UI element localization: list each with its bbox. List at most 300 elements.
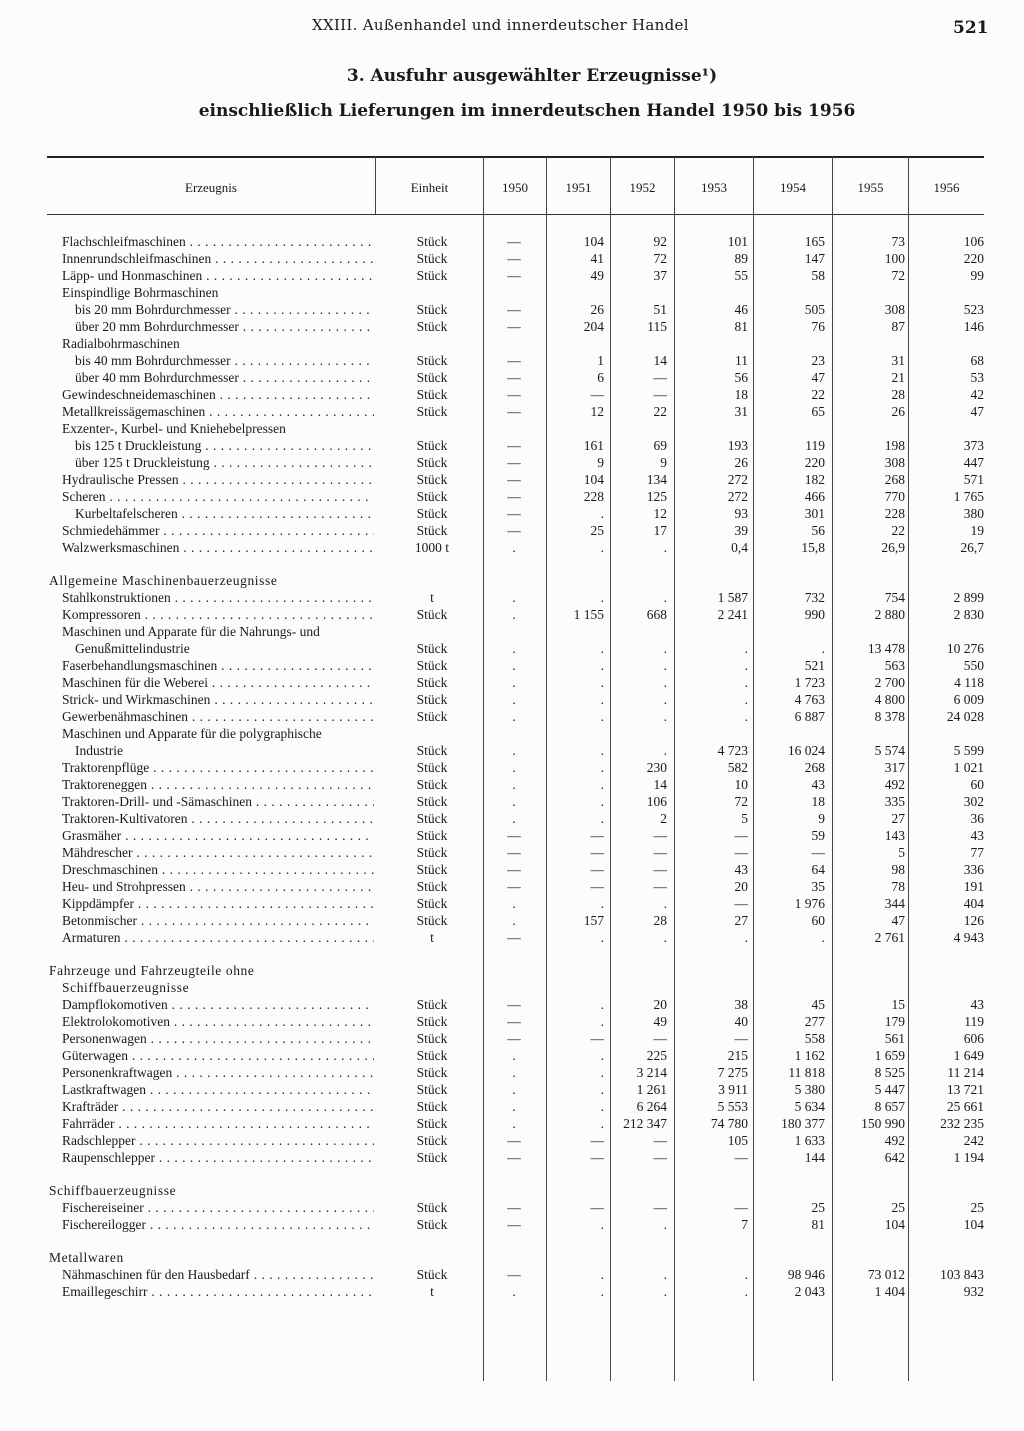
row-value: 15,8	[801, 540, 825, 555]
row-value: —	[590, 862, 604, 877]
row-value: —	[507, 302, 521, 317]
header-year: 1956	[933, 180, 960, 195]
row-value: 242	[963, 1133, 984, 1148]
row-value: 39	[734, 523, 748, 538]
row-value: .	[512, 1065, 516, 1080]
row-value: 220	[804, 455, 825, 470]
row-value: —	[734, 845, 748, 860]
row-unit: Stück	[416, 523, 448, 538]
row-value: 31	[734, 404, 748, 419]
row-label: Traktoreneggen . . .	[62, 776, 374, 793]
row-value: 1 194	[953, 1150, 984, 1165]
row-value: 466	[804, 489, 825, 504]
row-unit: Stück	[416, 472, 448, 487]
row-value: 23	[811, 353, 825, 368]
row-value: 51	[653, 302, 667, 317]
row-value: 59	[811, 828, 825, 843]
section-heading: Fahrzeuge und Fahrzeugteile ohne	[49, 963, 255, 978]
table-row	[0, 1182, 1024, 1199]
row-label: Dreschmaschinen . . .	[62, 861, 374, 878]
row-value: 43	[970, 828, 984, 843]
row-value: 45	[811, 997, 825, 1012]
row-value: 11 214	[947, 1065, 984, 1080]
row-value: —	[590, 1031, 604, 1046]
row-value: —	[507, 353, 521, 368]
row-value: —	[507, 1014, 521, 1029]
table-row	[0, 1098, 1024, 1115]
row-value: —	[507, 489, 521, 504]
row-value: .	[663, 590, 667, 605]
row-value: 521	[804, 658, 825, 673]
row-unit: Stück	[416, 1082, 448, 1097]
row-value: 317	[884, 760, 905, 775]
row-value: 302	[963, 794, 984, 809]
row-value: .	[512, 777, 516, 792]
row-value: .	[512, 709, 516, 724]
row-value: —	[734, 1031, 748, 1046]
row-unit: Stück	[416, 302, 448, 317]
row-value: 74 780	[710, 1116, 748, 1131]
header-year: 1951	[565, 180, 592, 195]
row-value: .	[600, 777, 604, 792]
row-value: 143	[884, 828, 905, 843]
row-value: —	[653, 862, 667, 877]
row-value: 180 377	[781, 1116, 825, 1131]
row-value: 72	[891, 268, 905, 283]
row-label: Fischereilogger . . .	[62, 1216, 374, 1233]
row-value: 134	[646, 472, 667, 487]
row-value: —	[653, 387, 667, 402]
row-value: 157	[583, 913, 604, 928]
table-row	[0, 1266, 1024, 1283]
row-value: 119	[805, 438, 825, 453]
row-value: —	[653, 879, 667, 894]
table-row	[0, 572, 1024, 589]
row-label: Faserbehandlungsmaschinen . . .	[62, 657, 374, 674]
row-value: 11	[735, 353, 748, 368]
row-label: Kippdämpfer . . .	[62, 895, 374, 912]
row-value: 754	[884, 590, 905, 605]
row-value: 43	[811, 777, 825, 792]
row-value: .	[663, 540, 667, 555]
row-value: 13 721	[946, 1082, 984, 1097]
row-value: 72	[653, 251, 667, 266]
row-unit: Stück	[416, 1116, 448, 1131]
row-unit: Stück	[416, 1048, 448, 1063]
row-label: Maschinen für die Weberei . . .	[62, 674, 374, 691]
table-row	[0, 250, 1024, 267]
row-value: .	[600, 896, 604, 911]
row-value: 1	[597, 353, 604, 368]
row-value: .	[512, 1284, 516, 1299]
row-value: 81	[734, 319, 748, 334]
row-value: .	[600, 1065, 604, 1080]
row-value: —	[734, 896, 748, 911]
row-value: 523	[963, 302, 984, 317]
row-label: bis 125 t Druckleistung . . .	[75, 437, 374, 454]
row-value: .	[600, 1284, 604, 1299]
row-value: —	[507, 319, 521, 334]
row-value: —	[734, 1150, 748, 1165]
table-row	[0, 691, 1024, 708]
row-value: 46	[734, 302, 748, 317]
row-value: 1 587	[717, 590, 748, 605]
row-label: Fischereiseiner . . .	[62, 1199, 374, 1216]
row-value: .	[663, 641, 667, 656]
row-value: —	[507, 438, 521, 453]
table-row	[0, 895, 1024, 912]
row-value: 25	[590, 523, 604, 538]
table-row	[0, 640, 1024, 657]
row-value: 16 024	[787, 743, 825, 758]
row-value: 308	[884, 302, 905, 317]
row-label: Raupenschlepper . . .	[62, 1149, 374, 1166]
row-value: .	[512, 794, 516, 809]
row-label: Scheren . . .	[62, 488, 374, 505]
row-label: Radialbohrmaschinen	[62, 336, 180, 351]
row-label: Fahrräder . . .	[62, 1115, 374, 1132]
row-unit: Stück	[416, 1031, 448, 1046]
header-year: 1950	[502, 180, 528, 195]
row-unit: Stück	[416, 1065, 448, 1080]
row-value: 3 214	[636, 1065, 667, 1080]
row-value: .	[600, 930, 604, 945]
row-value: —	[507, 845, 521, 860]
row-value: 8 657	[874, 1099, 905, 1114]
row-value: 179	[884, 1014, 905, 1029]
row-value: 1 155	[573, 607, 604, 622]
table-row	[0, 1132, 1024, 1149]
row-label: über 20 mm Bohrdurchmesser . . .	[75, 318, 374, 335]
row-label: Gewindeschneidemaschinen . . .	[62, 386, 374, 403]
row-unit: Stück	[416, 675, 448, 690]
row-value: 335	[884, 794, 905, 809]
table-row	[0, 827, 1024, 844]
row-value: —	[653, 1150, 667, 1165]
row-value: .	[663, 1267, 667, 1282]
row-value: .	[512, 675, 516, 690]
row-value: 5 553	[717, 1099, 748, 1114]
row-value: 26	[891, 404, 905, 419]
row-value: .	[512, 658, 516, 673]
row-value: .	[512, 896, 516, 911]
row-value: 268	[884, 472, 905, 487]
row-unit: Stück	[416, 404, 448, 419]
row-value: 99	[970, 268, 984, 283]
table-body	[0, 233, 1024, 1300]
row-value: 492	[884, 1133, 905, 1148]
row-value: —	[507, 1200, 521, 1215]
row-value: 40	[734, 1014, 748, 1029]
row-value: —	[507, 879, 521, 894]
table-row	[0, 1216, 1024, 1233]
row-value: .	[663, 743, 667, 758]
row-value: 65	[811, 404, 825, 419]
row-value: 932	[963, 1284, 984, 1299]
page-number: 521	[953, 18, 989, 38]
row-label: Schmiedehämmer . . .	[62, 522, 374, 539]
row-value: 6 264	[636, 1099, 667, 1114]
table-row	[0, 352, 1024, 369]
row-value: 27	[734, 913, 748, 928]
table-row	[0, 318, 1024, 335]
row-unit: Stück	[416, 641, 448, 656]
row-unit: Stück	[416, 319, 448, 334]
row-value: 77	[970, 845, 984, 860]
row-label: Mähdrescher . . .	[62, 844, 374, 861]
row-unit: Stück	[416, 506, 448, 521]
row-value: 232 235	[940, 1116, 984, 1131]
row-value: —	[653, 1133, 667, 1148]
row-value: —	[507, 523, 521, 538]
row-label: Einspindlige Bohrmaschinen	[62, 285, 219, 300]
row-label: Betonmischer . . .	[62, 912, 374, 929]
table-row	[0, 979, 1024, 996]
row-value: .	[744, 675, 748, 690]
row-value: 104	[963, 1217, 984, 1232]
table-row	[0, 233, 1024, 250]
row-unit: Stück	[416, 709, 448, 724]
section-heading: Schiffbauerzeugnisse	[49, 1183, 177, 1198]
row-spacer	[0, 1233, 1024, 1249]
row-label: Stahlkonstruktionen . . .	[62, 589, 374, 606]
row-unit: Stück	[416, 268, 448, 283]
row-value: 2	[660, 811, 667, 826]
row-value: 228	[583, 489, 604, 504]
row-value: 4 800	[874, 692, 905, 707]
row-value: .	[600, 1082, 604, 1097]
row-value: 6 009	[953, 692, 984, 707]
row-value: 22	[653, 404, 667, 419]
row-value: 1 404	[874, 1284, 905, 1299]
row-value: 770	[884, 489, 905, 504]
row-value: .	[600, 641, 604, 656]
section-heading: Schiffbauerzeugnisse	[62, 980, 190, 995]
row-value: 5 380	[794, 1082, 825, 1097]
row-value: —	[507, 1150, 521, 1165]
row-value: 571	[963, 472, 984, 487]
row-value: .	[512, 590, 516, 605]
row-value: 1 633	[794, 1133, 825, 1148]
row-value: .	[663, 658, 667, 673]
row-value: 561	[884, 1031, 905, 1046]
row-value: 1 021	[953, 760, 984, 775]
row-value: 98 946	[787, 1267, 825, 1282]
row-value: .	[600, 692, 604, 707]
row-value: 10	[734, 777, 748, 792]
row-value: .	[744, 1284, 748, 1299]
row-value: —	[653, 828, 667, 843]
row-value: .	[663, 1217, 667, 1232]
row-label: Heu- und Strohpressen . . .	[62, 878, 374, 895]
row-value: 1 723	[794, 675, 825, 690]
row-label: Dampflokomotiven . . .	[62, 996, 374, 1013]
row-value: 277	[804, 1014, 825, 1029]
row-value: .	[744, 709, 748, 724]
row-unit: Stück	[416, 794, 448, 809]
row-value: 20	[734, 879, 748, 894]
row-unit: Stück	[416, 845, 448, 860]
row-unit: Stück	[416, 438, 448, 453]
row-value: 68	[970, 353, 984, 368]
row-value: 990	[804, 607, 825, 622]
row-value: 5	[898, 845, 905, 860]
row-value: 25	[970, 1200, 984, 1215]
row-value: 36	[970, 811, 984, 826]
row-spacer	[0, 556, 1024, 572]
row-value: 17	[653, 523, 667, 538]
row-value: .	[600, 1116, 604, 1131]
row-value: 642	[884, 1150, 905, 1165]
row-unit: Stück	[416, 828, 448, 843]
row-value: 6 887	[794, 709, 825, 724]
row-value: 64	[811, 862, 825, 877]
row-value: .	[512, 641, 516, 656]
row-value: 104	[583, 234, 604, 249]
row-unit: Stück	[416, 1150, 448, 1165]
section-heading: Allgemeine Maschinenbauerzeugnisse	[49, 573, 278, 588]
row-value: 563	[884, 658, 905, 673]
row-unit: Stück	[416, 913, 448, 928]
table-row	[0, 335, 1024, 352]
row-value: 47	[811, 370, 825, 385]
row-unit: Stück	[416, 387, 448, 402]
row-label: Güterwagen . . .	[62, 1047, 374, 1064]
row-value: 505	[804, 302, 825, 317]
row-value: 732	[804, 590, 825, 605]
row-label: Armaturen . . .	[62, 929, 374, 946]
row-value: 268	[804, 760, 825, 775]
row-value: —	[653, 370, 667, 385]
table-row	[0, 742, 1024, 759]
table-row	[0, 369, 1024, 386]
row-value: .	[744, 641, 748, 656]
row-value: 72	[734, 794, 748, 809]
row-value: 5	[741, 811, 748, 826]
row-value: —	[507, 387, 521, 402]
row-value: 125	[646, 489, 667, 504]
row-value: .	[663, 1284, 667, 1299]
row-label: Strick- und Wirkmaschinen . . .	[62, 691, 374, 708]
table-row	[0, 844, 1024, 861]
row-value: 12	[590, 404, 604, 419]
table-row	[0, 962, 1024, 979]
row-unit: Stück	[416, 997, 448, 1012]
row-value: 89	[734, 251, 748, 266]
row-unit: Stück	[416, 743, 448, 758]
row-value: 26	[734, 455, 748, 470]
row-value: 21	[891, 370, 905, 385]
table-row	[0, 1047, 1024, 1064]
table-row	[0, 929, 1024, 946]
row-value: .	[512, 540, 516, 555]
row-value: 668	[646, 607, 667, 622]
row-value: —	[734, 1200, 748, 1215]
row-value: .	[512, 1099, 516, 1114]
row-value: 1 162	[794, 1048, 825, 1063]
row-unit: Stück	[416, 1133, 448, 1148]
row-value: .	[600, 1099, 604, 1114]
row-value: 2 880	[874, 607, 905, 622]
table-row	[0, 1149, 1024, 1166]
row-value: —	[507, 1133, 521, 1148]
header-bottom-rule	[47, 214, 984, 215]
row-value: 20	[653, 997, 667, 1012]
row-value: .	[821, 641, 825, 656]
row-value: .	[600, 506, 604, 521]
row-value: .	[512, 1048, 516, 1063]
row-unit: Stück	[416, 777, 448, 792]
row-label: Traktorenpflüge . . .	[62, 759, 374, 776]
row-value: 5 634	[794, 1099, 825, 1114]
table-row	[0, 454, 1024, 471]
row-value: 447	[963, 455, 984, 470]
row-value: —	[653, 1200, 667, 1215]
row-value: 101	[727, 234, 748, 249]
row-value: 373	[963, 438, 984, 453]
row-value: 73 012	[867, 1267, 905, 1282]
table-row	[0, 471, 1024, 488]
table-row	[0, 488, 1024, 505]
table-row	[0, 996, 1024, 1013]
row-value: —	[507, 234, 521, 249]
row-value: .	[663, 692, 667, 707]
row-value: 93	[734, 506, 748, 521]
row-label: bis 40 mm Bohrdurchmesser . . .	[75, 352, 374, 369]
row-value: .	[600, 1217, 604, 1232]
row-value: 492	[884, 777, 905, 792]
row-value: 92	[653, 234, 667, 249]
row-unit: Stück	[416, 607, 448, 622]
row-value: 2 700	[874, 675, 905, 690]
table-row	[0, 793, 1024, 810]
row-value: .	[512, 913, 516, 928]
header-product: Erzeugnis	[185, 180, 237, 195]
row-value: .	[512, 607, 516, 622]
row-value: 146	[963, 319, 984, 334]
row-unit: Stück	[416, 811, 448, 826]
row-value: 56	[811, 523, 825, 538]
table-row	[0, 912, 1024, 929]
table-row	[0, 1030, 1024, 1047]
row-unit: Stück	[416, 455, 448, 470]
row-value: —	[590, 387, 604, 402]
row-value: 47	[970, 404, 984, 419]
row-value: 104	[884, 1217, 905, 1232]
row-value: 41	[590, 251, 604, 266]
row-value: 9	[818, 811, 825, 826]
row-value: .	[512, 811, 516, 826]
table-row	[0, 1199, 1024, 1216]
row-label: Innenrundschleifmaschinen . . .	[62, 250, 374, 267]
row-value: .	[744, 1267, 748, 1282]
row-value: 4 943	[953, 930, 984, 945]
row-value: .	[600, 1014, 604, 1029]
row-value: 2 043	[794, 1284, 825, 1299]
table-row	[0, 589, 1024, 606]
row-value: 558	[804, 1031, 825, 1046]
row-label: Radschlepper . . .	[62, 1132, 374, 1149]
row-value: —	[653, 845, 667, 860]
row-value: 22	[811, 387, 825, 402]
row-value: 215	[727, 1048, 748, 1063]
row-value: 1 765	[953, 489, 984, 504]
header-unit: Einheit	[410, 180, 449, 195]
row-value: 28	[891, 387, 905, 402]
table-row	[0, 420, 1024, 437]
row-value: 10 276	[946, 641, 984, 656]
row-value: —	[653, 1031, 667, 1046]
